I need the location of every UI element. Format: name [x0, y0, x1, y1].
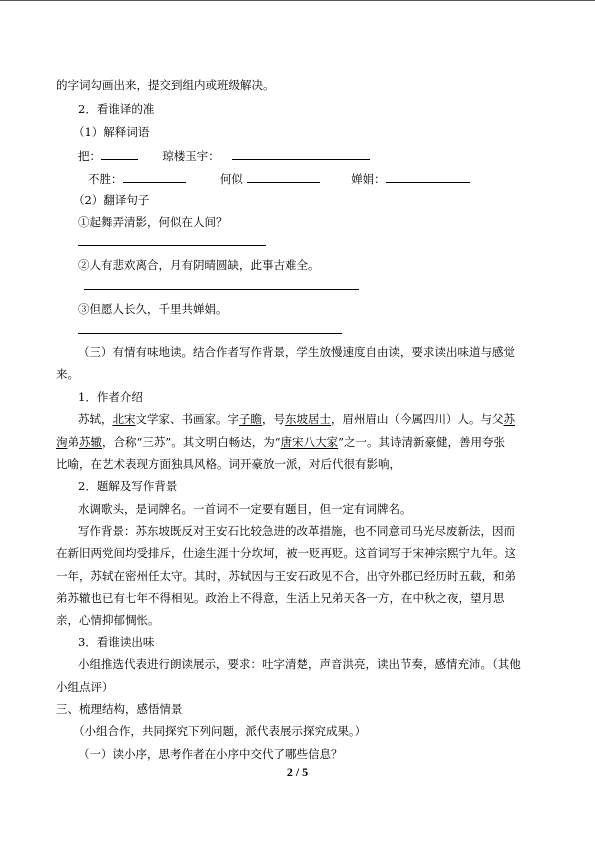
paragraph-line: 一年，苏轼在密州任太守。其时，苏轼因与王安石政见不合，出守外郡已经历时五载，和弟 — [56, 569, 516, 583]
paragraph-line: 亲，心情抑郁惆怅。 — [56, 613, 160, 627]
underlined-term: 子瞻 — [239, 412, 262, 426]
underlined-term: 北宋 — [112, 412, 136, 426]
text-run: 文学家、书画家。字 — [135, 412, 239, 426]
answer-blank[interactable] — [247, 170, 320, 183]
paragraph-line: 水调歌头，是词牌名。一首词不一定要有题目，但一定有词牌名。 — [78, 502, 412, 516]
underlined-term: 洵 — [56, 435, 68, 449]
author-intro-line-1 — [78, 411, 543, 427]
paragraph-line: （小组合作，共同探究下列问题，派代表展示探究成果。） — [73, 724, 367, 738]
answer-line[interactable] — [78, 333, 342, 334]
answer-blank[interactable] — [386, 170, 470, 183]
section-heading: 1．作者介绍 — [78, 390, 143, 404]
underlined-term: 苏 — [503, 412, 515, 426]
vocab-label-qionglouyuyu: 琼楼玉宇： — [162, 149, 220, 163]
paragraph-line: 比喻，在艺术表现方面独具风格。词开豪放一派，对后代很有影响， — [56, 457, 401, 471]
vocab-label-ba: 把： — [78, 149, 101, 163]
answer-blank[interactable] — [101, 147, 138, 160]
text-run: 苏轼， — [78, 412, 113, 426]
sentence-item: ③但愿人长久，千里共婵娟。 — [78, 302, 228, 316]
paragraph-line: 来。 — [56, 367, 79, 381]
major-heading: 三、梳理结构，感悟情景 — [56, 702, 183, 716]
page-top-border — [0, 0, 595, 1]
subsection-heading: （1）解释词语 — [73, 125, 150, 139]
text-run: ，合称“三苏”。其文明白畅达，为“ — [102, 435, 281, 449]
text-run: ，眉州眉山（今属四川）人。与父 — [331, 412, 504, 426]
section-heading: 2．题解及写作背景 — [78, 479, 178, 493]
answer-line[interactable] — [84, 289, 359, 290]
section-heading: 2．看谁译的准 — [78, 102, 155, 116]
paragraph-line: （一）读小序，思考作者在小序中交代了哪些信息？ — [78, 747, 343, 761]
paragraph-line: 写作背景：苏东坡既反对王安石比较急进的改革措施，也不同意司马光尽废新法，因而 — [78, 524, 515, 538]
underlined-term: 苏辙 — [79, 435, 102, 449]
text-run: ”之一。其诗清新豪健，善用夸张 — [338, 435, 506, 449]
paragraph-line: 小组推选代表进行朗读展示，要求：吐字清楚，声音洪亮，读出节奏，感情充沛。（其他 — [78, 657, 521, 671]
vocab-row-1 — [78, 147, 543, 164]
vocab-label-chanjuan: 婵娟： — [351, 172, 386, 186]
underlined-term: 唐宋八大家 — [280, 435, 339, 449]
text-run: ，号 — [262, 412, 285, 426]
paragraph-line: 弟苏辙也已有七年不得相见。政治上不得意，生活上兄弟天各一方，在中秋之夜，望月思 — [56, 591, 505, 605]
paragraph-line: 的字词勾画出来，提交到组内或班级解决。 — [56, 78, 275, 92]
sentence-item: ②人有悲欢离合，月有阴晴圆缺，此事古难全。 — [78, 258, 320, 272]
paragraph-line: 小组点评） — [56, 680, 114, 694]
answer-blank[interactable] — [232, 147, 370, 160]
paragraph-line: 在新旧两党间均受排斥，仕途生涯十分坎坷，被一贬再贬。这首词写于宋神宗熙宁九年。这 — [56, 546, 516, 560]
subsection-heading: （2）翻译句子 — [73, 193, 150, 207]
vocab-label-busheng: 不胜： — [88, 172, 123, 186]
sentence-item: ①起舞弄清影，何似在人间？ — [78, 215, 228, 229]
page-number: 2 / 5 — [286, 765, 309, 779]
paragraph-line: （三）有情有味地读。结合作者写作背景，学生放慢速度自由读，要求读出味道与感觉 — [78, 345, 515, 359]
answer-blank[interactable] — [123, 170, 186, 183]
section-heading: 3．看谁读出味 — [78, 635, 155, 649]
vocab-label-hesi: 何似 — [219, 172, 243, 186]
answer-line[interactable] — [78, 245, 266, 246]
underlined-term: 东坡居士 — [285, 412, 331, 426]
text-run: 弟 — [67, 435, 79, 449]
vocab-row-2 — [88, 170, 543, 187]
author-intro-line-2 — [56, 434, 543, 450]
